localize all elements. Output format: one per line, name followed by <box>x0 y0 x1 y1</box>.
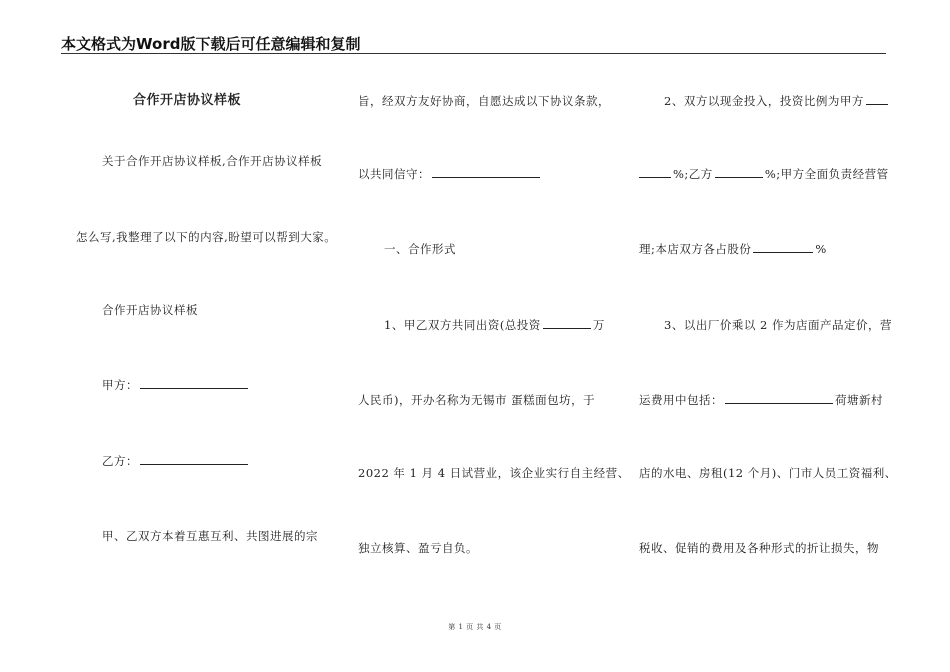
text-segment: 理;本店双方各占股份 <box>639 242 752 256</box>
blank-line <box>639 167 671 178</box>
text-segment: 以共同信守： <box>358 167 430 181</box>
blank-line <box>753 242 813 253</box>
party-a-label: 甲方： <box>102 378 138 392</box>
page-header-text: 本文格式为Word版下载后可任意编辑和复制 <box>61 35 361 53</box>
text-segment: % <box>815 242 827 256</box>
text-line: 税收、促销的费用及各种形式的折让损失，物 <box>639 541 879 555</box>
text-segment: 荷塘新村 <box>835 393 883 407</box>
header-rule <box>61 53 886 54</box>
text-line: 3、以出厂价乘以 2 作为店面产品定价，营 <box>664 318 892 332</box>
text-line-with-blank <box>664 94 890 108</box>
page-header <box>61 33 886 53</box>
text-line: 甲、乙双方本着互惠互利、共图进展的宗 <box>102 529 318 543</box>
text-segment: %;乙方 <box>673 167 713 181</box>
text-segment: 2、双方以现金投入，投资比例为甲方 <box>664 94 864 108</box>
party-b-label: 乙方： <box>102 454 138 468</box>
text-segment: 万 <box>592 318 605 332</box>
text-line: 人民币)，开办名称为无锡市 蛋糕面包坊，于 <box>358 393 596 407</box>
page-footer: 第 1 页 共 4 页 <box>448 623 502 631</box>
text-line: 独立核算、盈亏自负。 <box>358 541 478 555</box>
text-line-with-blank <box>639 242 827 256</box>
party-a-line <box>102 378 250 392</box>
text-line: 合作开店协议样板 <box>102 303 198 317</box>
document-title: 合作开店协议样板 <box>133 93 242 108</box>
blank-line <box>715 167 763 178</box>
section-heading: 一、合作形式 <box>384 242 456 256</box>
text-segment: 运费用中包括： <box>639 393 723 407</box>
party-b-blank <box>140 454 248 465</box>
party-b-line <box>102 454 250 468</box>
text-line-with-blank <box>639 167 889 181</box>
text-line-with-blank <box>384 318 605 332</box>
blank-line <box>432 167 540 178</box>
text-line: 店的水电、房租(12 个月)、门市人员工资福利、 <box>639 466 897 480</box>
text-line-with-blank <box>639 393 883 407</box>
text-segment: 1、甲乙双方共同出资(总投资 <box>384 318 541 332</box>
text-segment: %;甲方全面负责经营管 <box>764 167 889 181</box>
text-line-with-blank <box>358 167 542 181</box>
text-line: 关于合作开店协议样板,合作开店协议样板 <box>102 154 323 168</box>
text-line: 怎么写,我整理了以下的内容,盼望可以帮到大家。 <box>76 230 337 244</box>
blank-line <box>725 393 833 404</box>
blank-line <box>543 318 591 329</box>
blank-line <box>866 94 888 105</box>
text-line: 2022 年 1 月 4 日试营业，该企业实行自主经营、 <box>358 466 630 480</box>
text-line: 旨，经双方友好协商，自愿达成以下协议条款， <box>358 94 610 108</box>
party-a-blank <box>140 378 248 389</box>
